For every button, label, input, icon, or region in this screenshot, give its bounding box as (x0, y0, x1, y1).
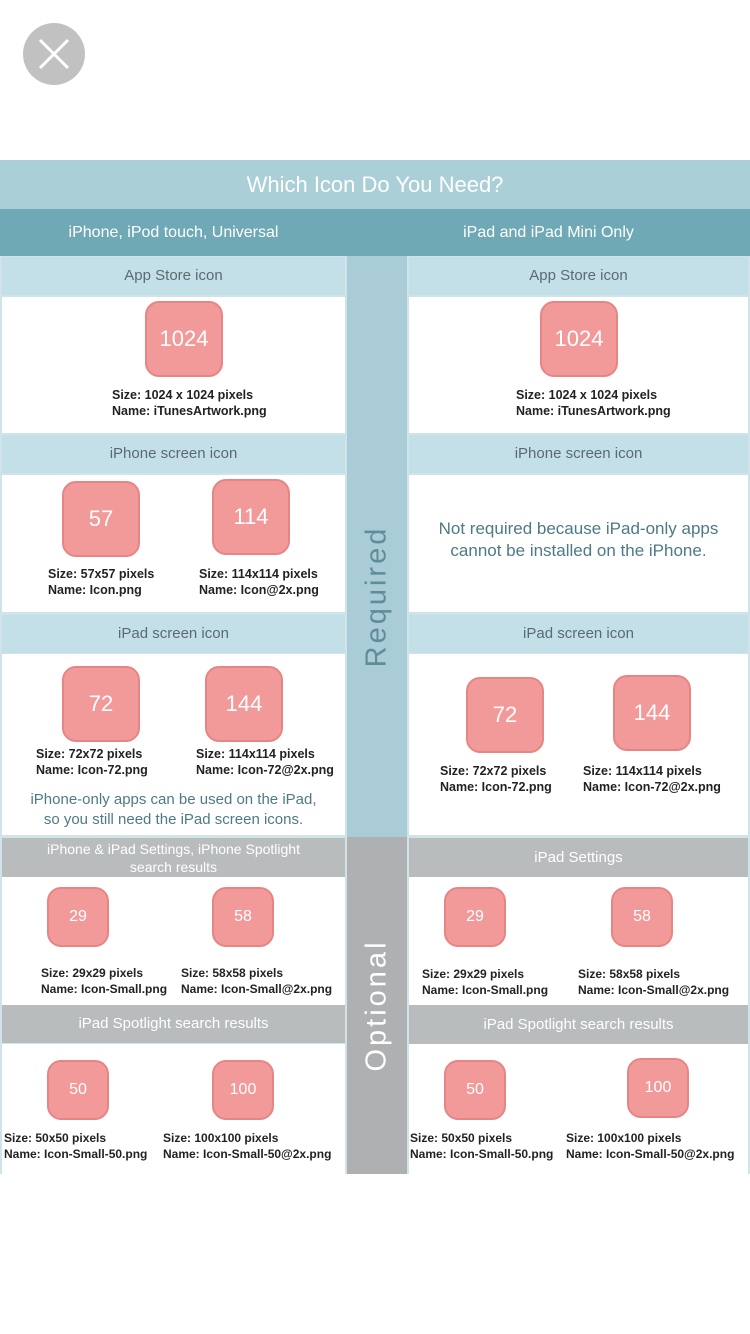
icon-caption (566, 1130, 734, 1162)
close-button[interactable] (23, 23, 85, 85)
icon-size: Size: 58x58 pixels (578, 967, 681, 981)
icon-size: Size: 50x50 pixels (4, 1131, 107, 1145)
right-spotlight-panel (409, 1044, 748, 1174)
icon-tile: 57 (62, 481, 140, 557)
icon-filename: Name: Icon-Small-50@2x.png (163, 1147, 332, 1161)
icon-filename: Name: Icon.png (48, 583, 142, 597)
icon-filename: Name: Icon-Small-50.png (4, 1147, 148, 1161)
column-header-left: iPhone, iPod touch, Universal (0, 209, 347, 256)
close-icon (23, 23, 85, 85)
icon-caption (181, 965, 332, 997)
icon-filename: Name: Icon-72@2x.png (196, 763, 334, 777)
icon-filename: Name: Icon-72@2x.png (583, 780, 721, 794)
icon-caption (199, 566, 319, 598)
icon-filename: Name: Icon@2x.png (199, 583, 319, 597)
left-spotlight-panel (2, 1044, 345, 1174)
note-line: Not required because iPad-only apps (438, 519, 719, 538)
icon-tile: 50 (444, 1060, 506, 1120)
icon-size: Size: 1024 x 1024 pixels (112, 388, 254, 402)
right-app-store-header: App Store icon (409, 257, 748, 295)
icon-filename: Name: iTunesArtwork.png (112, 404, 267, 418)
icon-filename: Name: Icon-Small.png (422, 983, 549, 997)
icon-tile: 29 (47, 887, 109, 947)
icon-filename: Name: Icon-Small@2x.png (578, 983, 730, 997)
right-iphone-screen-panel (409, 475, 748, 612)
left-iphone-screen-header: iPhone screen icon (2, 435, 345, 473)
icon-size: Size: 114x114 pixels (199, 567, 318, 581)
icon-tile: 1024 (540, 301, 618, 377)
required-label: Required (360, 525, 393, 667)
left-spotlight-header: iPad Spotlight search results (2, 1005, 345, 1043)
icon-tile: 50 (47, 1060, 109, 1120)
icon-caption (48, 566, 154, 598)
left-iphone-screen-panel (2, 475, 345, 612)
left-app-store-panel (2, 297, 345, 433)
icon-caption (41, 965, 167, 997)
icon-caption (516, 387, 671, 419)
icon-filename: Name: Icon-72.png (36, 763, 148, 777)
icon-size: Size: 29x29 pixels (41, 966, 144, 980)
icon-caption (422, 966, 548, 998)
not-required-note (413, 518, 744, 562)
right-settings-panel (409, 877, 748, 1005)
icon-tile: 72 (466, 677, 544, 753)
icon-size: Size: 29x29 pixels (422, 967, 525, 981)
icon-filename: Name: iTunesArtwork.png (516, 404, 671, 418)
icon-caption (112, 387, 267, 419)
note-line: iPhone-only apps can be used on the iPad, (30, 791, 317, 808)
header-line: iPhone & iPad Settings, iPhone Spotlight (47, 840, 300, 857)
left-ipad-screen-header: iPad screen icon (2, 615, 345, 653)
icon-tile: 100 (212, 1060, 274, 1120)
icon-tile: 100 (627, 1058, 689, 1118)
icon-caption (4, 1130, 147, 1162)
icon-caption (440, 763, 552, 795)
icon-tile: 58 (611, 887, 673, 947)
icon-caption (163, 1130, 331, 1162)
optional-label: Optional (360, 939, 393, 1072)
icon-size: Size: 114x114 pixels (583, 764, 702, 778)
icon-filename: Name: Icon-Small@2x.png (181, 982, 333, 996)
right-settings-header: iPad Settings (409, 838, 748, 877)
icon-caption (196, 746, 334, 778)
icon-size: Size: 50x50 pixels (410, 1131, 513, 1145)
icon-tile: 58 (212, 887, 274, 947)
note-line: cannot be installed on the iPhone. (450, 541, 707, 560)
icon-size: Size: 1024 x 1024 pixels (516, 388, 658, 402)
icon-size: Size: 100x100 pixels (163, 1131, 279, 1145)
icon-tile: 144 (613, 675, 691, 751)
icon-size: Size: 58x58 pixels (181, 966, 284, 980)
icon-tile: 72 (62, 666, 140, 742)
icon-size: Size: 72x72 pixels (36, 747, 143, 761)
right-ipad-screen-header: iPad screen icon (409, 615, 748, 653)
left-settings-header (2, 838, 345, 877)
right-iphone-screen-header: iPhone screen icon (409, 435, 748, 473)
right-app-store-panel (409, 297, 748, 433)
right-spotlight-header: iPad Spotlight search results (409, 1005, 748, 1044)
icon-caption (583, 763, 721, 795)
optional-band (347, 837, 407, 1174)
icon-size: Size: 57x57 pixels (48, 567, 155, 581)
right-ipad-screen-panel (409, 654, 748, 835)
icon-size: Size: 100x100 pixels (566, 1131, 682, 1145)
icon-caption (410, 1130, 553, 1162)
required-band (347, 256, 407, 936)
icon-filename: Name: Icon-Small-50.png (410, 1147, 554, 1161)
left-settings-panel (2, 877, 345, 1005)
icon-caption (36, 746, 148, 778)
iphone-only-note (10, 790, 337, 830)
icon-infographic[interactable] (0, 160, 750, 1174)
icon-filename: Name: Icon-Small.png (41, 982, 168, 996)
icon-size: Size: 72x72 pixels (440, 764, 547, 778)
icon-caption (578, 966, 729, 998)
header-line: search results (129, 858, 218, 875)
infographic-title: Which Icon Do You Need? (0, 160, 750, 209)
icon-tile: 29 (444, 887, 506, 947)
icon-tile: 1024 (145, 301, 223, 377)
note-line: so you still need the iPad screen icons. (43, 811, 304, 828)
icon-filename: Name: Icon-72.png (440, 780, 552, 794)
column-header-right: iPad and iPad Mini Only (347, 209, 750, 256)
icon-size: Size: 114x114 pixels (196, 747, 315, 761)
icon-filename: Name: Icon-Small-50@2x.png (566, 1147, 735, 1161)
left-app-store-header: App Store icon (2, 257, 345, 295)
icon-tile: 114 (212, 479, 290, 555)
icon-tile: 144 (205, 666, 283, 742)
left-ipad-screen-panel (2, 654, 345, 835)
